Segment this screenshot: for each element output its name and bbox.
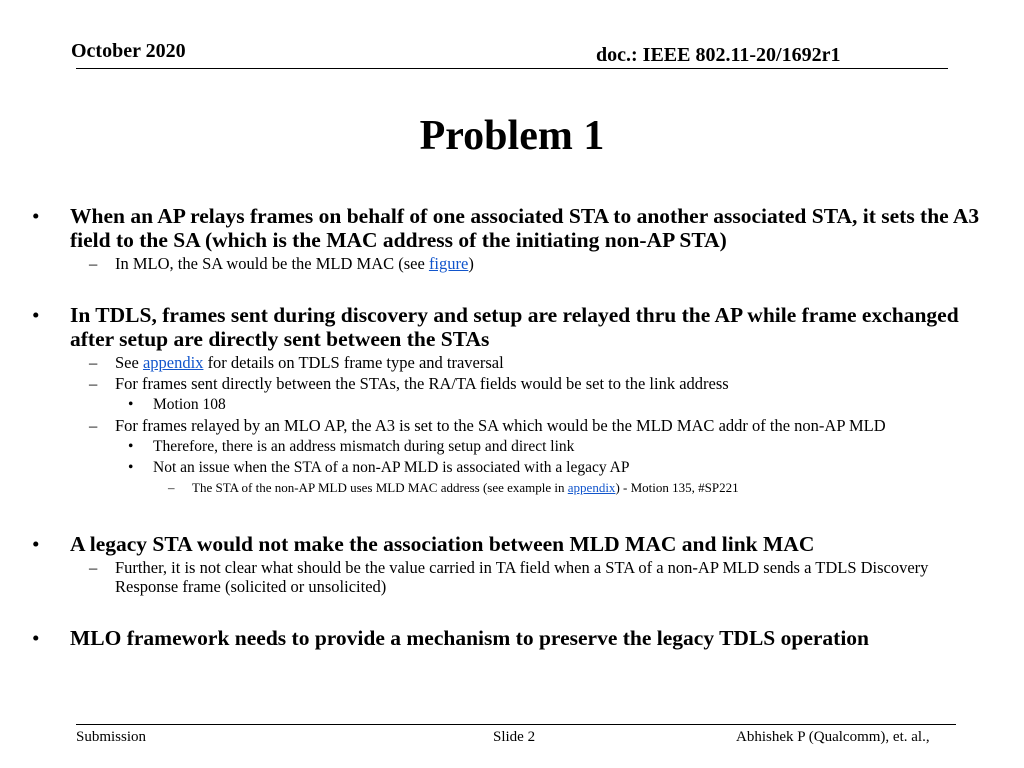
bullet-marker: • bbox=[32, 303, 40, 327]
bullet-2-sub-2-text: For frames sent directly between the STAs, the RA/TA fields would be set to the link address bbox=[115, 374, 729, 393]
bullet-2 bbox=[32, 303, 992, 351]
bullet-3-sub-1 bbox=[32, 558, 992, 596]
bullet-2-sub-1-post: for details on TDLS frame type and traversal bbox=[203, 353, 504, 372]
header-date: October 2020 bbox=[71, 40, 186, 62]
footer-divider bbox=[76, 724, 956, 725]
bullet-2-sub-2-item bbox=[32, 395, 992, 414]
bullet-4 bbox=[32, 626, 992, 650]
footer-submission: Submission bbox=[76, 729, 147, 745]
bullet-2-sub-3-item-2 bbox=[32, 458, 992, 477]
dash-marker: – bbox=[89, 374, 98, 393]
header-doc-id: doc.: IEEE 802.11-20/1692r1 bbox=[596, 44, 841, 66]
bullet-2-sub-3 bbox=[32, 416, 992, 435]
appendix-link-2[interactable]: appendix bbox=[567, 480, 616, 495]
dash-marker: – bbox=[89, 254, 98, 273]
bullet-1-sub-1 bbox=[32, 254, 992, 273]
mld-mac-text-post: ) - Motion 135, #SP221 bbox=[615, 480, 739, 495]
slide-body bbox=[32, 204, 992, 652]
bullet-1 bbox=[32, 204, 992, 252]
bullet-2-sub-3-text: For frames relayed by an MLO AP, the A3 is set to the SA which would be the MLD MAC addr of the non-AP MLD bbox=[115, 416, 886, 435]
bullet-2-sub-1 bbox=[32, 353, 992, 372]
bullet-2-sub-3-item-2-sub bbox=[32, 479, 992, 496]
bullet-1-sub-1-text: In MLO, the SA would be the MLD MAC (see bbox=[115, 254, 429, 273]
mld-mac-text-pre: The STA of the non-AP MLD uses MLD MAC address (see example in bbox=[192, 480, 568, 495]
bullet-marker: • bbox=[128, 438, 134, 455]
bullet-1-sub-1-close: ) bbox=[468, 254, 474, 273]
bullet-3-sub-1-text: Further, it is not clear what should be the value carried in TA field when a STA of a non-AP MLD sends a TDLS Discovery Response frame (solicited or unsolicited) bbox=[115, 558, 929, 596]
legacy-ap-text: Not an issue when the STA of a non-AP MLD is associated with a legacy AP bbox=[153, 459, 630, 476]
bullet-2-text: In TDLS, frames sent during discovery and setup are relayed thru the AP while frame exchanged after setup are directly sent between the STAs bbox=[70, 303, 959, 351]
bullet-marker: • bbox=[32, 626, 40, 650]
bullet-3 bbox=[32, 532, 992, 556]
bullet-4-text: MLO framework needs to provide a mechanism to preserve the legacy TDLS operation bbox=[70, 626, 869, 650]
bullet-3-text: A legacy STA would not make the association between MLD MAC and link MAC bbox=[70, 532, 815, 556]
figure-link[interactable]: figure bbox=[428, 254, 469, 273]
bullet-marker: • bbox=[128, 396, 134, 413]
footer-author: Abhishek P (Qualcomm), et. al., bbox=[736, 729, 930, 745]
dash-marker: – bbox=[89, 416, 98, 435]
motion-108-text: Motion 108 bbox=[153, 396, 226, 413]
footer-slide-number: Slide 2 bbox=[493, 729, 536, 745]
dash-marker: – bbox=[168, 480, 175, 495]
bullet-2-sub-3-item-1 bbox=[32, 437, 992, 456]
dash-marker: – bbox=[89, 558, 98, 577]
bullet-2-sub-1-pre: See bbox=[115, 353, 143, 372]
bullet-marker: • bbox=[32, 532, 40, 556]
header-divider bbox=[76, 68, 948, 69]
dash-marker: – bbox=[89, 353, 98, 372]
address-mismatch-text: Therefore, there is an address mismatch during setup and direct link bbox=[153, 438, 575, 455]
slide-title: Problem 1 bbox=[419, 113, 605, 159]
bullet-marker: • bbox=[32, 204, 40, 228]
appendix-link[interactable]: appendix bbox=[142, 353, 204, 372]
bullet-1-text: When an AP relays frames on behalf of one associated STA to another associated STA, it sets the A3 field to the SA (which is the MAC address of the initiating non-AP STA) bbox=[70, 204, 980, 252]
bullet-2-sub-2 bbox=[32, 374, 992, 393]
bullet-marker: • bbox=[128, 459, 134, 476]
